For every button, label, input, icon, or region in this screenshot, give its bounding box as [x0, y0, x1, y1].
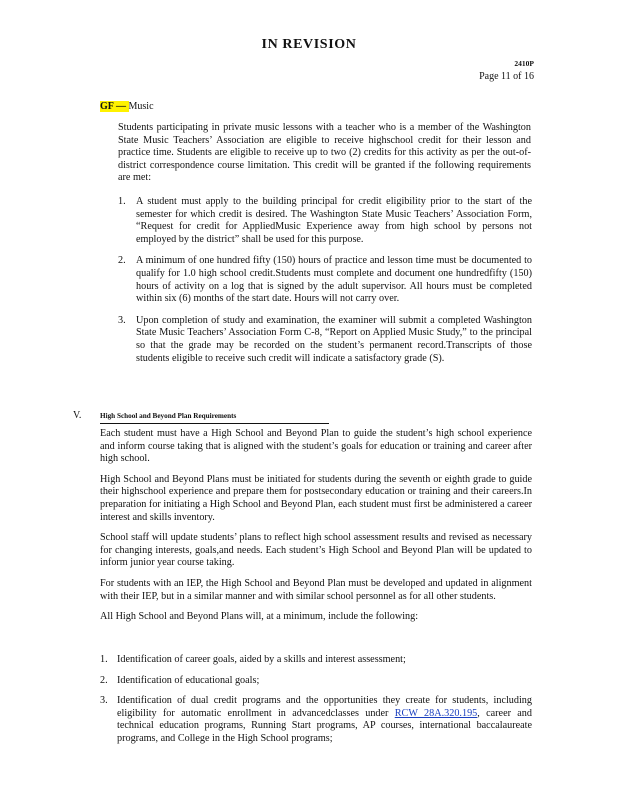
list-item — [100, 654, 532, 667]
gf-intro-paragraph: Students participating in private music lessons with a teacher who is a member of the Washington State Music Teachers’ Association are eligible to receive highschool credit for their lesson and practice time. Students are eligible to receive up to two (2) credits for this activity as per the out-of-district correspondence course limitation. This credit will be granted if the following requirements are met: — [118, 122, 531, 184]
list-item — [118, 315, 532, 365]
list-item-text: Upon completion of study and examination, the examiner will submit a completed Washington State Music Teachers’ Association Form C-8, “Report on Applied Music Study,” to the principal so that the grade may be recorded on the student’s permanent record.Transcripts of those students eligible to receive such credit will indicate a satisfactory grade (S). — [136, 314, 532, 364]
section-number: V. — [73, 410, 82, 421]
section-v-body — [100, 428, 532, 632]
list-item-number: 3. — [118, 314, 126, 326]
page-title: IN REVISION — [261, 37, 357, 52]
gf-intro-block — [118, 122, 531, 185]
list-item-number: 1. — [118, 196, 126, 207]
list-item-text-before: Identification of dual credit programs and the opportunities they create for students, including eligibility for automatic enrollment in advancedclasses under — [117, 695, 532, 719]
policy-number: 2410P — [514, 59, 534, 68]
list-item-text: A minimum of one hundred fifty (150) hours of practice and lesson time must be documented to qualify for 1.0 high school credit.Students must complete and document one hundredfifty (150) hours of activity on a log that is signed by the adult supervisor. All hours must be completed within six (6) months of the start date. Hours will not carry over. — [136, 255, 532, 305]
list-item-text: Identification of career goals, aided by a skills and interest assessment; — [117, 654, 406, 665]
gf-code-highlight: GF — [100, 101, 114, 112]
list-intro: All High School and Beyond Plans will, at a minimum, include the following: — [100, 611, 419, 623]
paragraph: For students with an IEP, the High School and Beyond Plan must be developed and updated in alignment with their IEP, but in a similar manner and with similar school personnel as for all other students. — [100, 577, 532, 602]
paragraph: High School and Beyond Plans must be initiated for students during the seventh or eighth grade to guide their highschool experience and prepare them for postsecondary education or training and their careers.In preparation for initiating a High School and Beyond Plan, each student must first be administered a career interest and skills inventory. — [100, 473, 532, 523]
list-item-text: Identification of educational goals; — [117, 674, 260, 686]
paragraph: Each student must have a High School and Beyond Plan to guide the student’s high school experience and inform course taking that is aligned with the student’s goals for education or training and career after high school. — [100, 428, 532, 465]
page-number: Page 11 of 16 — [479, 71, 534, 82]
list-item — [118, 255, 532, 305]
section-heading: High School and Beyond Plan Requirements — [100, 410, 329, 424]
plan-requirements-list — [100, 654, 532, 754]
list-item — [100, 695, 532, 745]
list-item-number: 1. — [100, 654, 108, 665]
rcw-link[interactable]: RCW 28A.320.195 — [394, 707, 478, 719]
list-item-text-after: , career and technical education programs, Running Start programs, AP courses, international baccalaureate programs, and College in the High School programs; — [117, 707, 532, 744]
list-item-text — [117, 695, 532, 745]
list-item — [100, 675, 532, 688]
list-item — [118, 196, 532, 246]
gf-dash: — — [113, 101, 129, 112]
list-item-number: 3. — [100, 695, 108, 707]
list-item-number: 2. — [118, 255, 126, 267]
list-item-number: 2. — [100, 674, 108, 686]
gf-requirements-list — [118, 196, 532, 374]
gf-music-heading — [100, 101, 154, 114]
paragraph: School staff will update students’ plans to reflect high school assessment results and revised as necessary for changing interests, goals,and needs. Each student’s High School and Beyond Plan will be updated to inform junior year course taking. — [100, 532, 532, 569]
gf-title: Music — [128, 101, 154, 112]
list-item-text: A student must apply to the building principal for credit eligibility prior to the start of the semester for which credit is desired. The Washington State Music Teachers’ Association Form, “Request for credit for AppliedMusic Experience away from high school by persons not employed by the district” shall be used for this purpose. — [136, 196, 532, 245]
